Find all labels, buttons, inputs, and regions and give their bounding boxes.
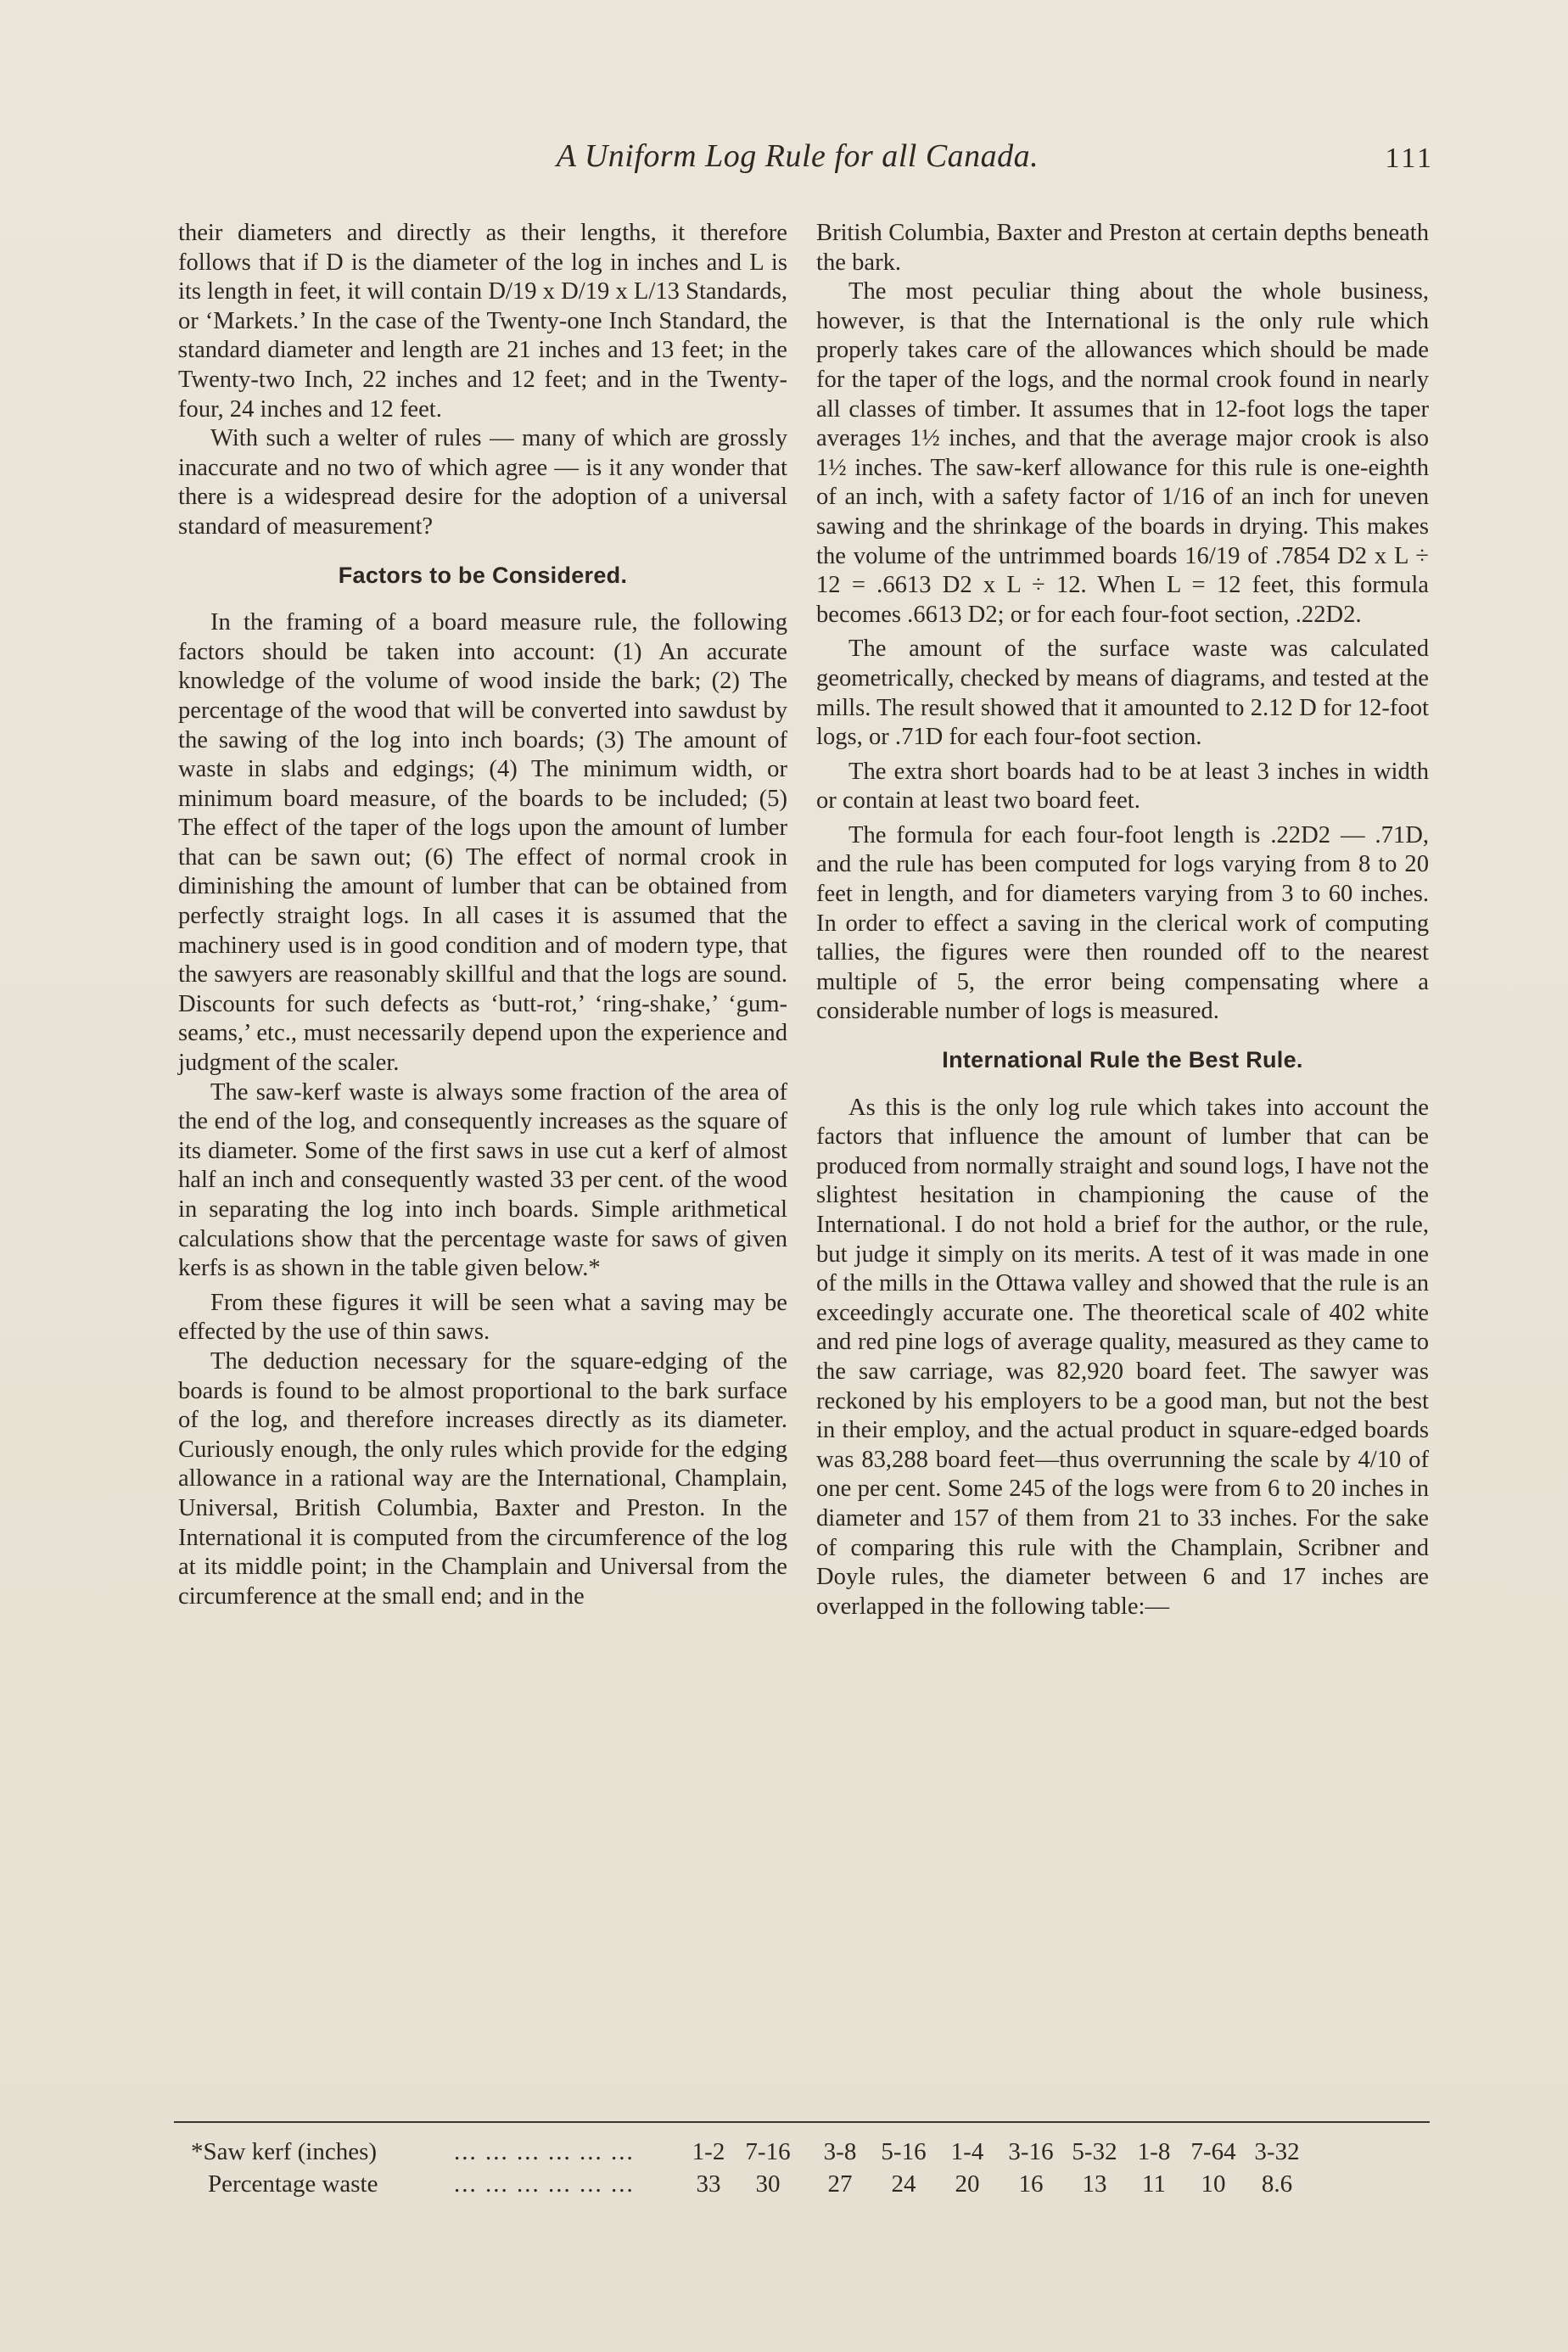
row-label-percentage-waste: Percentage waste xyxy=(208,2170,378,2198)
table-cell: 11 xyxy=(1142,2170,1166,2198)
left-column xyxy=(178,219,787,1611)
paragraph: From these figures it will be seen what a saving may be effected by the use of thin saws. xyxy=(178,1289,787,1346)
paragraph: The extra short boards had to be at least 3 inches in width or contain at least two board feet. xyxy=(816,758,1429,815)
table-cell: 16 xyxy=(1018,2170,1044,2198)
paragraph: The amount of the surface waste was calculated geometrically, checked by means of diagrams, and tested at the mills. The result showed that it amounted to 2.12 D for 12-foot logs, or .71D for each four-foot section. xyxy=(816,636,1429,751)
table-cell: 30 xyxy=(755,2170,781,2198)
table-cell: 5-16 xyxy=(881,2138,927,2165)
paragraph: their diameters and directly as their lengths, it therefore follows that if D is the diameter of the log in inches and L is its length in feet, it will contain D/19 x D/19 x L/13 Standards, or ‘Markets.’ In the case of the Twenty-one Inch Standard, the standard diameter and length are 21 inches and 13 feet; in the Twenty-two Inch, 22 inches and 12 feet; and in the Twenty-four, 24 inches and 12 feet. xyxy=(178,220,787,423)
paragraph: In the framing of a board measure rule, the following factors should be taken into account: (1) An accurate knowledge of the volume of wood inside the bark; (2) The percentage of the wood that will be converted into sawdust by the sawing of the log into inch boards; (3) The amount of waste in slabs and edgings; (4) The minimum width, or minimum board measure, of the boards to be included; (5) The effect of the taper of the logs upon the amount of lumber that can be sawn out; (6) The effect of normal crook in diminishing the amount of lumber that can be obtained from perfectly straight logs. In all cases it is assumed that the machinery used is in good condition and of modern type, that the sawyers are reasonably skillful and that the logs are sound. Discounts for such defects as ‘butt-rot,’ ‘ring-shake,’ ‘gum-seams,’ etc., must necessarily depend upon the experience and judgment of the scaler. xyxy=(178,609,787,1077)
leader-dots: ... ... ... ... ... ... xyxy=(454,2170,635,2198)
table-cell: 7-64 xyxy=(1190,2138,1236,2165)
table-cell: 3-32 xyxy=(1254,2138,1300,2165)
table-cell: 1-4 xyxy=(950,2138,984,2165)
paragraph: The deduction necessary for the square-edging of the boards is found to be almost proportional to the bark surface of the log, and therefore increases directly as its diameter. Curiously enough, the only rules which provide for the edging allowance in a rational way are the International, Champlain, Universal, British Columbia, Baxter and Preston. In the International it is computed from the circumference of the log at its middle point; in the Champlain and Universal from the circumference at the small end; and in the xyxy=(178,1347,787,1610)
section-heading: International Rule the Best Rule. xyxy=(942,1047,1303,1073)
table-cell: 8.6 xyxy=(1261,2170,1293,2198)
paragraph: The saw-kerf waste is always some fraction of the area of the end of the log, and consequently increases as the square of its diameter. Some of the first saws in use cut a kerf of almost half an inch and consequently wasted 33 per cent. of the wood in separating the log into inch boards. Simple arithmetical calculations show that the percentage waste for saws of given kerfs is as shown in the table given below.* xyxy=(178,1078,787,1282)
page-number: 111 xyxy=(1385,143,1434,174)
table-cell: 7-16 xyxy=(745,2138,791,2165)
table-cell: 27 xyxy=(827,2170,853,2198)
table-cell: 1-2 xyxy=(692,2138,725,2165)
leader-dots: ... ... ... ... ... ... xyxy=(454,2138,635,2165)
row-label-saw-kerf: *Saw kerf (inches) xyxy=(191,2138,378,2165)
paragraph: With such a welter of rules — many of which are grossly inaccurate and no two of which agree — is it any wonder that there is a widespread desire for the adoption of a universal standard of measurement? xyxy=(178,425,787,540)
table-cell: 5-32 xyxy=(1072,2138,1117,2165)
table-cell: 13 xyxy=(1082,2170,1107,2198)
table-cell: 3-8 xyxy=(823,2138,857,2165)
table-cell: 1-8 xyxy=(1137,2138,1171,2165)
table-cell: 10 xyxy=(1201,2170,1226,2198)
paragraph: As this is the only log rule which takes into account the factors that influence the amount of lumber that can be produced from normally straight and sound logs, I have not the slightest hesitation in championing the cause of the International. I do not hold a brief for the author, or the rule, but judge it simply on its merits. A test of it was made in one of the mills in the Ottawa valley and showed that the rule is an exceedingly accurate one. The theoretical scale of 402 white and red pine logs of average quality, measured as they came to the saw carriage, was 82,920 board feet. The sawyer was reckoned by his employers to be a good man, but not the best in their employ, and the actual product in square-edged boards was 83,288 board feet—thus overrunning the scale by 4/10 of one per cent. Some 245 of the logs were from 6 to 20 inches in diameter and 157 of them from 21 to 33 inches. For the sake of comparing this rule with the Champlain, Scribner and Doyle rules, the diameter between 6 and 17 inches are overlapped in the following table:— xyxy=(816,1094,1429,1620)
table-cell: 24 xyxy=(891,2170,916,2198)
right-column xyxy=(816,219,1429,1621)
table-row xyxy=(191,2138,1430,2170)
footnote-table xyxy=(191,2138,1430,2203)
footnote-divider xyxy=(174,2121,1430,2123)
table-cell: 3-16 xyxy=(1008,2138,1054,2165)
paragraph: British Columbia, Baxter and Preston at certain depths beneath the bark. xyxy=(816,220,1429,276)
paragraph: The most peculiar thing about the whole business, however, is that the International is the only rule which properly takes care of the allowances which should be made for the taper of the logs, and the normal crook found in nearly all classes of timber. It assumes that in 12-foot logs the taper averages 1½ inches, and that the average major crook is also 1½ inches. The saw-kerf allowance for this rule is one-eighth of an inch, with a safety factor of 1/16 of an inch for uneven sawing and the shrinkage of the boards in drying. This makes the volume of the untrimmed boards 16/19 of .7854 D2 x L ÷ 12 = .6613 D2 x L ÷ 12. When L = 12 feet, this formula becomes .6613 D2; or for each four-foot section, .22D2. xyxy=(816,278,1429,628)
table-cell: 33 xyxy=(696,2170,721,2198)
running-title: A Uniform Log Rule for all Canada. xyxy=(556,138,1039,174)
table-cell: 20 xyxy=(955,2170,980,2198)
section-heading: Factors to be Considered. xyxy=(338,562,628,588)
table-row xyxy=(191,2170,1430,2203)
paragraph: The formula for each four-foot length is .22D2 — .71D, and the rule has been computed for logs varying from 8 to 20 feet in length, and for diameters varying from 3 to 60 inches. In order to effect a saving in the clerical work of computing tallies, the figures were then rounded off to the nearest multiple of 5, the error being compensating where a considerable number of logs is measured. xyxy=(816,821,1429,1025)
